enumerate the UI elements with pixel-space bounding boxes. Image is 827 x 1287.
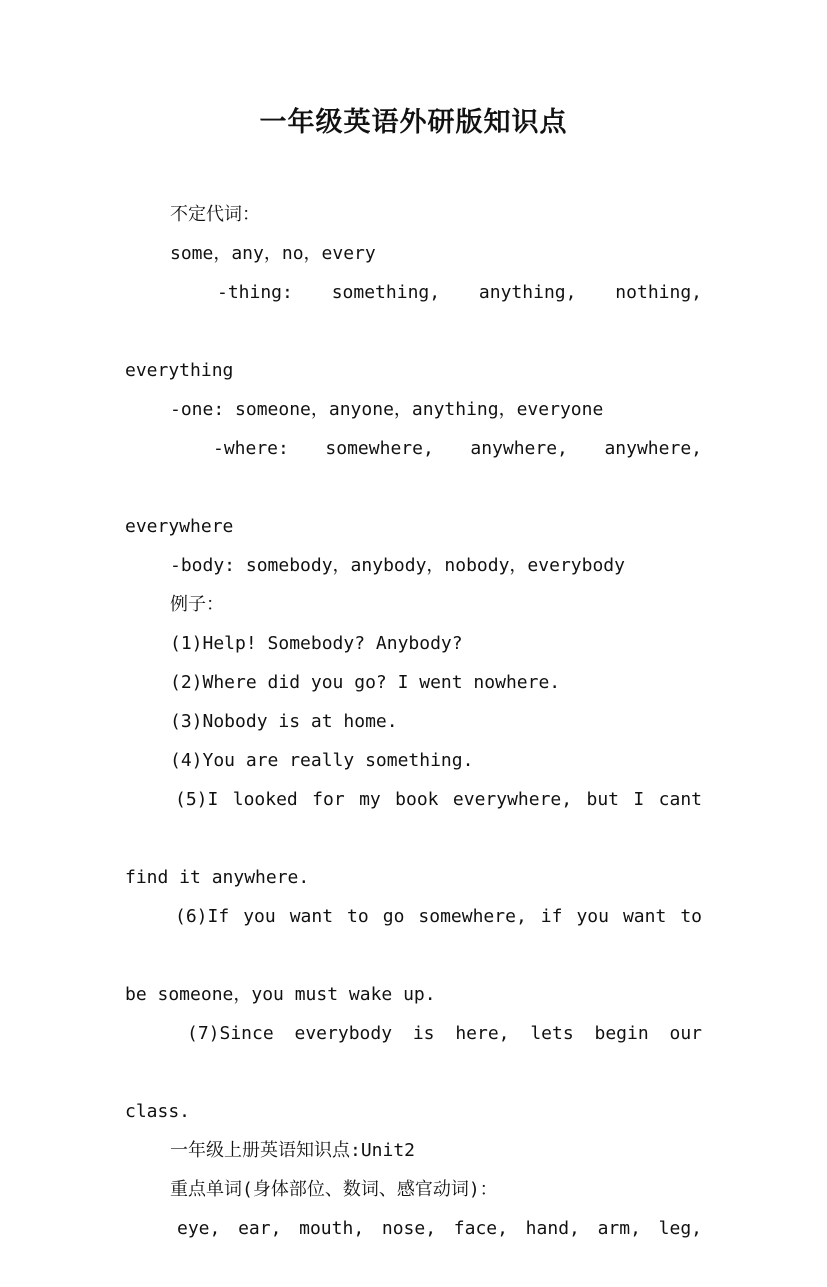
text-line: find it anywhere. bbox=[125, 867, 310, 888]
text-line: (4)You are really something. bbox=[170, 750, 474, 771]
text-line: everything bbox=[125, 360, 234, 381]
document-body bbox=[125, 195, 702, 1287]
text-line: (3)Nobody is at home. bbox=[170, 711, 398, 732]
text-line: (1)Help! Somebody? Anybody? bbox=[170, 633, 463, 654]
text-line: 不定代词： bbox=[170, 204, 260, 225]
text-line: eye, ear, mouth, nose, face, hand, arm, leg, bbox=[177, 1218, 702, 1239]
text-line: (7)Since everybody is here, lets begin our bbox=[187, 1023, 702, 1044]
document-title: 一年级英语外研版知识点 bbox=[259, 107, 568, 138]
text-line: (5)I looked for my book everywhere, but I cant bbox=[175, 789, 702, 810]
text-line: class. bbox=[125, 1101, 191, 1122]
text-line: (2)Where did you go? I went nowhere. bbox=[170, 672, 561, 693]
text-line: -where: somewhere, anywhere, anywhere, bbox=[213, 438, 702, 459]
text-line: be someone，you must wake up. bbox=[125, 984, 436, 1005]
text-line: -body: somebody，anybody，nobody，everybody bbox=[170, 555, 625, 576]
text-line: -one: someone，anyone，anything，everyone bbox=[170, 399, 604, 420]
text-line: some，any，no，every bbox=[170, 243, 376, 264]
text-line: 重点单词(身体部位、数词、感官动词)： bbox=[170, 1179, 498, 1200]
text-line: 一年级上册英语知识点:Unit2 bbox=[170, 1140, 416, 1161]
text-line: 例子： bbox=[170, 594, 224, 615]
text-line: everywhere bbox=[125, 516, 234, 537]
text-line: (6)If you want to go somewhere, if you want to bbox=[175, 906, 702, 927]
text-line: -thing: something, anything, nothing, bbox=[217, 282, 702, 303]
